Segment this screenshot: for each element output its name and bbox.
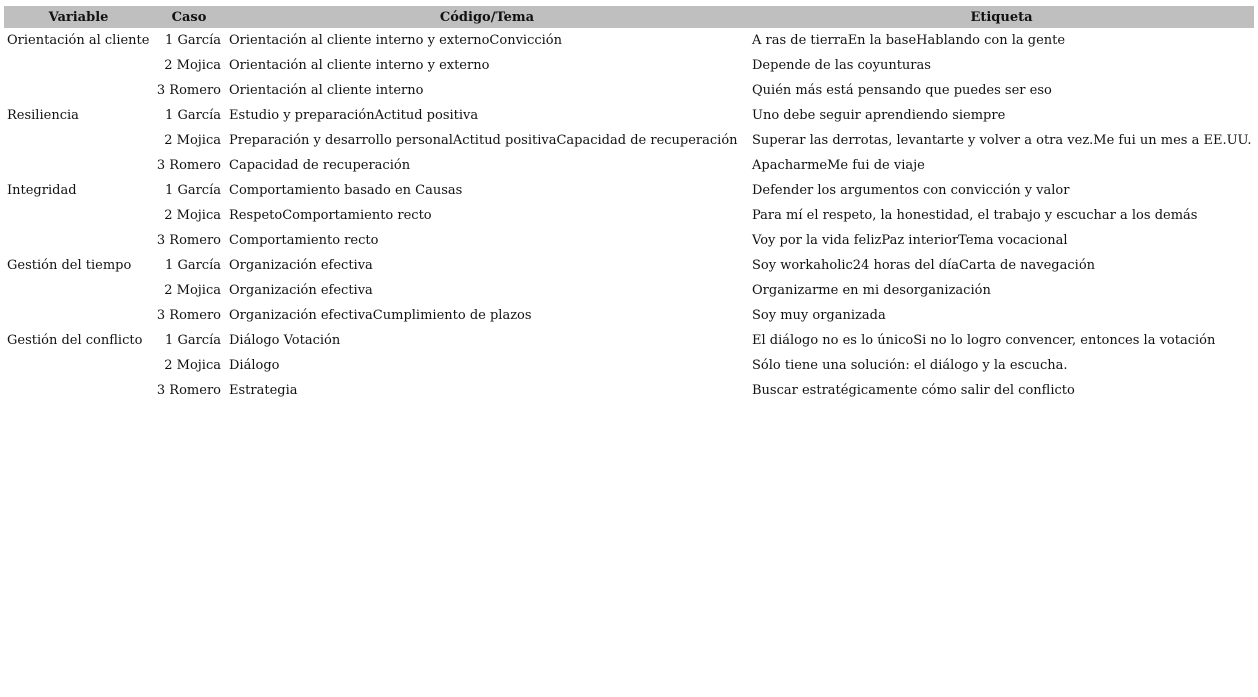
data-table-container: [4, 6, 1254, 403]
cell-caso: 2 Mojica: [164, 133, 221, 148]
cell-caso: 3 Romero: [156, 308, 221, 323]
cell-etiqueta: Depende de las coyunturas: [752, 58, 931, 73]
cell-etiqueta: Buscar estratégicamente cómo salir del conflicto: [752, 383, 1075, 398]
cell-etiqueta: Uno debe seguir aprendiendo siempre: [752, 108, 1006, 123]
table-row: [4, 128, 1254, 153]
table-row: [4, 328, 1254, 353]
cell-etiqueta: Quién más está pensando que puedes ser eso: [752, 83, 1052, 98]
table-row: [4, 178, 1254, 203]
cell-codigo-tema: Diálogo Votación: [229, 333, 341, 348]
cell-etiqueta: Organizarme en mi desorganización: [752, 283, 991, 298]
cell-codigo-tema: Comportamiento basado en Causas: [229, 183, 463, 198]
table-row: [4, 378, 1254, 403]
cell-caso: 3 Romero: [156, 383, 221, 398]
cell-variable: Resiliencia: [7, 108, 79, 123]
table-body: [4, 28, 1254, 403]
cell-codigo-tema: Capacidad de recuperación: [229, 158, 411, 173]
table-row: [4, 203, 1254, 228]
cell-etiqueta: ApacharmeMe fui de viaje: [752, 158, 925, 173]
cell-caso: 1 García: [165, 108, 221, 123]
cell-variable: [4, 353, 153, 378]
cell-codigo-tema: Organización efectivaCumplimiento de plazos: [229, 308, 532, 323]
table-row: [4, 228, 1254, 253]
cell-variable: [4, 203, 153, 228]
cell-variable: [4, 278, 153, 303]
table-row: [4, 278, 1254, 303]
cell-variable: [4, 303, 153, 328]
cell-etiqueta: Voy por la vida felizPaz interiorTema vocacional: [752, 233, 1068, 248]
cell-codigo-tema: Orientación al cliente interno y externo: [229, 58, 490, 73]
table-row: [4, 28, 1254, 53]
header-etiqueta: Etiqueta: [970, 9, 1033, 25]
cell-variable: Gestión del tiempo: [7, 258, 132, 273]
table-row: [4, 153, 1254, 178]
cell-codigo-tema: Diálogo: [229, 358, 280, 373]
cell-caso: 3 Romero: [156, 233, 221, 248]
table-row: [4, 103, 1254, 128]
header-caso: Caso: [171, 9, 207, 25]
cell-codigo-tema: Comportamiento recto: [229, 233, 379, 248]
cell-etiqueta: Superar las derrotas, levantarte y volver a otra vez.Me fui un mes a EE.UU.: [752, 133, 1252, 148]
cell-variable: [4, 228, 153, 253]
cell-codigo-tema: Orientación al cliente interno y externoConvicción: [229, 33, 562, 48]
table-row: [4, 353, 1254, 378]
cell-caso: 3 Romero: [156, 83, 221, 98]
data-table: [4, 6, 1254, 403]
cell-codigo-tema: Estudio y preparaciónActitud positiva: [229, 108, 479, 123]
cell-etiqueta: A ras de tierraEn la baseHablando con la gente: [752, 33, 1066, 48]
table-row: [4, 303, 1254, 328]
table-row: [4, 53, 1254, 78]
cell-codigo-tema: Organización efectiva: [229, 283, 373, 298]
cell-codigo-tema: Organización efectiva: [229, 258, 373, 273]
cell-variable: Gestión del conflicto: [7, 333, 143, 348]
cell-caso: 1 García: [165, 333, 221, 348]
cell-etiqueta: El diálogo no es lo únicoSi no lo logro convencer, entonces la votación: [752, 333, 1216, 348]
cell-codigo-tema: Orientación al cliente interno: [229, 83, 424, 98]
cell-etiqueta: Para mí el respeto, la honestidad, el trabajo y escuchar a los demás: [752, 208, 1198, 223]
cell-caso: 1 García: [165, 258, 221, 273]
table-row: [4, 253, 1254, 278]
cell-variable: [4, 128, 153, 153]
cell-variable: Integridad: [7, 183, 77, 198]
cell-variable: [4, 378, 153, 403]
cell-caso: 2 Mojica: [164, 58, 221, 73]
cell-codigo-tema: Estrategia: [229, 383, 298, 398]
cell-etiqueta: Soy muy organizada: [752, 308, 886, 323]
header-row: [4, 6, 1254, 28]
cell-caso: 2 Mojica: [164, 208, 221, 223]
cell-etiqueta: Defender los argumentos con convicción y valor: [752, 183, 1070, 198]
cell-codigo-tema: RespetoComportamiento recto: [229, 208, 432, 223]
cell-caso: 1 García: [165, 183, 221, 198]
header-codigo-tema: Código/Tema: [439, 9, 535, 25]
cell-etiqueta: Sólo tiene una solución: el diálogo y la escucha.: [752, 358, 1068, 373]
cell-etiqueta: Soy workaholic24 horas del díaCarta de navegación: [752, 258, 1096, 273]
cell-variable: [4, 153, 153, 178]
table-row: [4, 78, 1254, 103]
cell-caso: 2 Mojica: [164, 358, 221, 373]
header-variable: Variable: [48, 9, 109, 25]
cell-variable: Orientación al cliente: [7, 33, 150, 48]
cell-caso: 3 Romero: [156, 158, 221, 173]
cell-variable: [4, 78, 153, 103]
cell-variable: [4, 53, 153, 78]
cell-caso: 1 García: [165, 33, 221, 48]
cell-codigo-tema: Preparación y desarrollo personalActitud positivaCapacidad de recuperación: [229, 133, 738, 148]
cell-caso: 2 Mojica: [164, 283, 221, 298]
